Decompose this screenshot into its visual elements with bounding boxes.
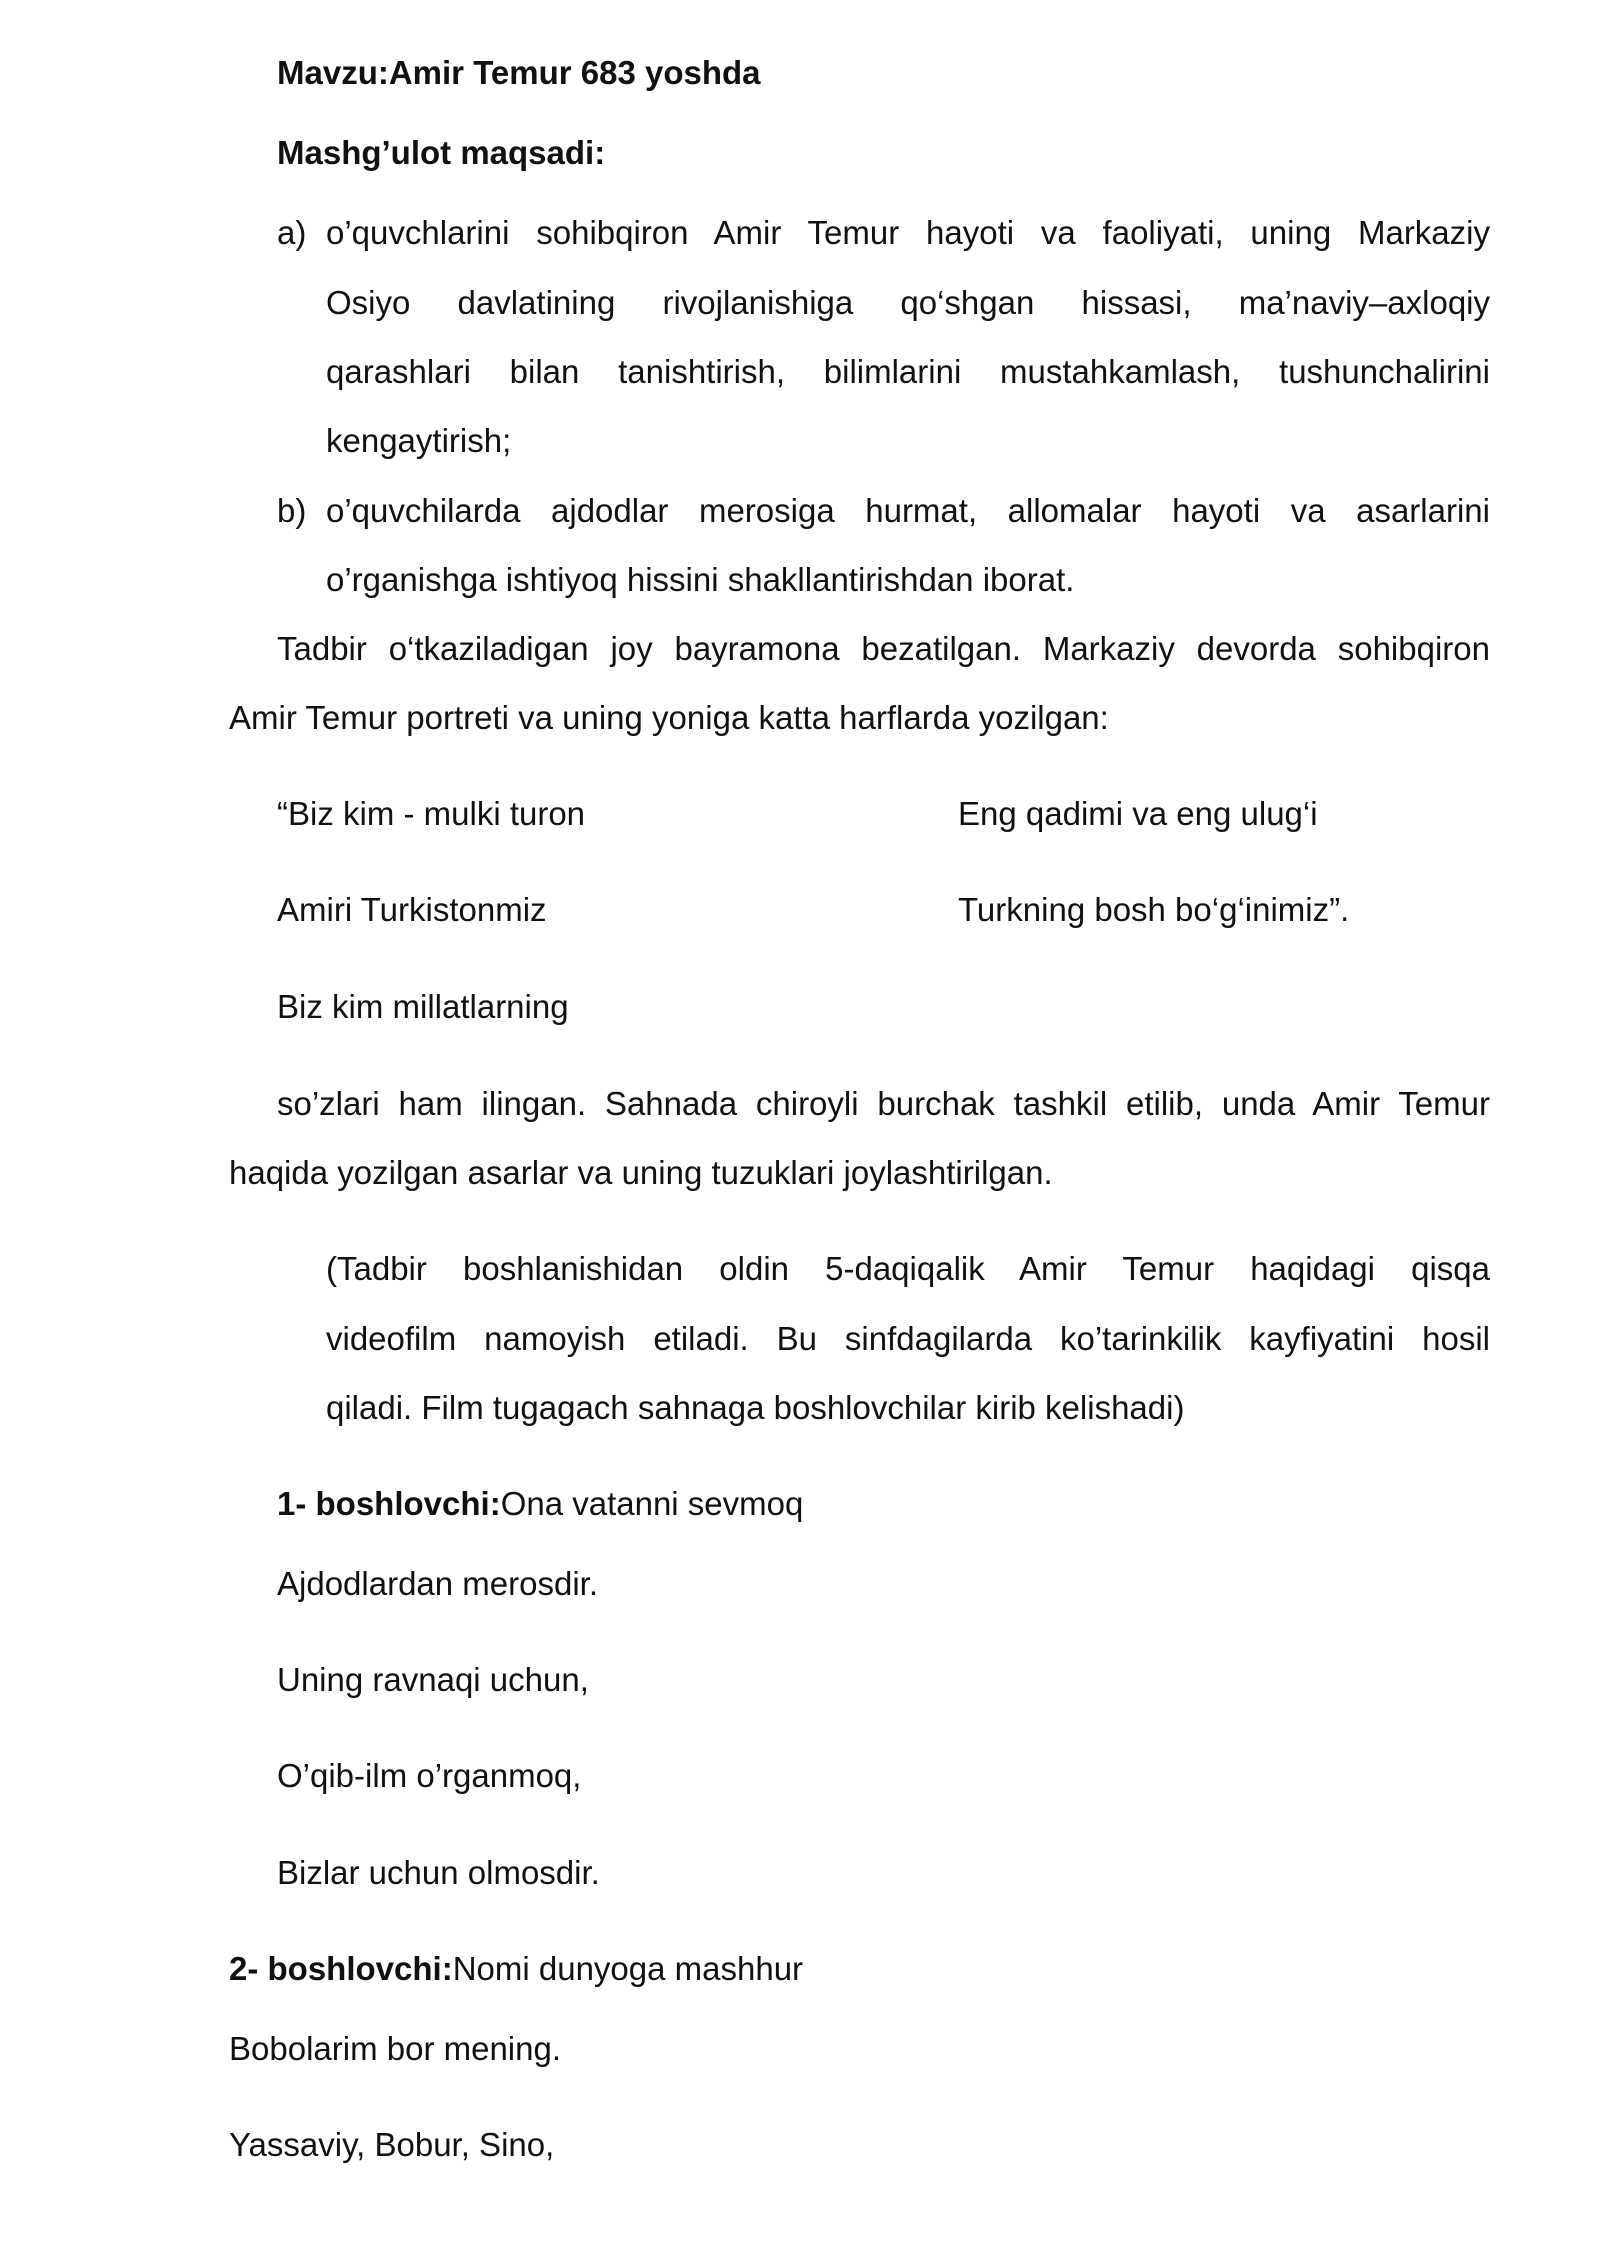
note-line-2: videofilm namoyish etiladi. Bu sinfdagilarda ko’tarinkilik kayfiyatini hosil [326, 1320, 1490, 1357]
stage-line-2: haqida yozilgan asarlar va uning tuzuklari joylashtirilgan. [229, 1154, 1053, 1191]
host1-label: 1- boshlovchi: [277, 1485, 501, 1522]
goal-heading: Mashg’ulot maqsadi: [277, 134, 606, 171]
goal-a-line-4: kengaytirish; [326, 422, 512, 459]
goal-b-marker: b) [277, 492, 307, 529]
goal-a-line-1: o’quvchlarini sohibqiron Amir Temur hayoti va faoliyati, uning Markaziy [326, 214, 1490, 251]
quote-right-line-1: Eng qadimi va eng ulug‘i [958, 795, 1318, 832]
goal-a-marker: a) [277, 214, 307, 251]
setting-line-1: Tadbir o‘tkaziladigan joy bayramona bezatilgan. Markaziy devorda sohibqiron [277, 630, 1490, 667]
quote-left-line-3: Biz kim millatlarning [277, 988, 569, 1025]
host2-first-line [229, 1952, 803, 1985]
host1-line-5: Bizlar uchun olmosdir. [277, 1854, 600, 1891]
goal-a-line-2: Osiyo davlatining rivojlanishiga qo‘shgan hissasi, ma’naviy–axloqiy [326, 284, 1490, 321]
host1-first-line [277, 1487, 803, 1520]
stage-line-1: so’zlari ham ilingan. Sahnada chiroyli burchak tashkil etilib, unda Amir Temur [277, 1085, 1490, 1122]
setting-line-2: Amir Temur portreti va uning yoniga katta harflarda yozilgan: [229, 699, 1109, 736]
host2-line-2: Bobolarim bor mening. [229, 2030, 561, 2067]
host2-line-3: Yassaviy, Bobur, Sino, [229, 2126, 555, 2163]
host1-line-4: O’qib-ilm o’rganmoq, [277, 1757, 582, 1794]
note-line-1: (Tadbir boshlanishidan oldin 5-daqiqalik Amir Temur haqidagi qisqa [326, 1250, 1490, 1287]
quote-left-line-1: “Biz kim - mulki turon [277, 795, 586, 832]
goal-a-line-3: qarashlari bilan tanishtirish, bilimlarini mustahkamlash, tushunchalirini [326, 353, 1490, 390]
quote-left-line-2: Amiri Turkistonmiz [277, 891, 547, 928]
host1-line-2: Ajdodlardan merosdir. [277, 1565, 599, 1602]
host1-line-3: Uning ravnaqi uchun, [277, 1661, 589, 1698]
goal-b-line-1: o’quvchilarda ajdodlar merosiga hurmat, allomalar hayoti va asarlarini [326, 492, 1490, 529]
host1-first-text: Ona vatanni sevmoq [500, 1485, 804, 1522]
host2-first-text: Nomi dunyoga mashhur [452, 1950, 804, 1987]
host2-label: 2- boshlovchi: [229, 1950, 453, 1987]
note-line-3: qiladi. Film tugagach sahnaga boshlovchilar kirib kelishadi) [326, 1389, 1185, 1426]
goal-b-line-2: o’rganishga ishtiyoq hissini shakllantirishdan iborat. [326, 561, 1075, 598]
document-title: Mavzu:Amir Temur 683 yoshda [277, 54, 761, 91]
quote-right-line-2: Turkning bosh bo‘g‘inimiz”. [958, 891, 1350, 928]
